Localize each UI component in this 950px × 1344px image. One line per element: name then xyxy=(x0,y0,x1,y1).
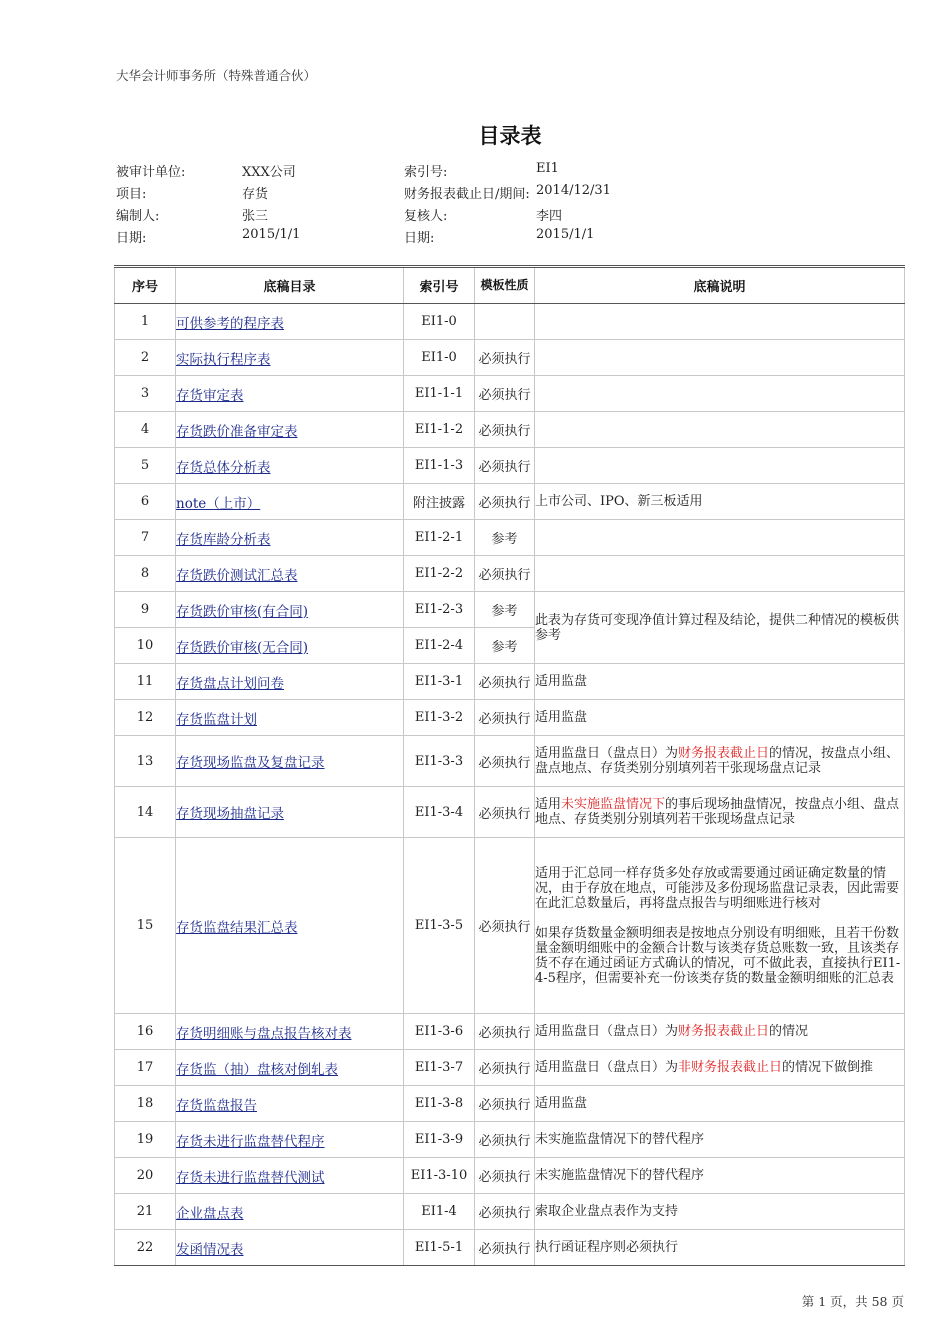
row-index: EI1-3-8 xyxy=(404,1086,475,1122)
meta-row-unit xyxy=(116,158,906,180)
row-desc: 执行函证程序则必须执行 xyxy=(535,1230,905,1266)
row-name xyxy=(176,556,404,592)
row-type: 必须执行 xyxy=(475,1230,535,1266)
row-type: 必须执行 xyxy=(475,1194,535,1230)
row-link[interactable]: note（上市） xyxy=(176,495,261,512)
row-desc: 未实施监盘情况下的替代程序 xyxy=(535,1122,905,1158)
table-row xyxy=(115,787,905,838)
audited-unit-label: 被审计单位: xyxy=(116,165,186,180)
table-row xyxy=(115,1194,905,1230)
row-no: 18 xyxy=(115,1086,176,1122)
preparer-label: 编制人: xyxy=(116,209,160,224)
row-no: 7 xyxy=(115,520,176,556)
firm-name: 大华会计师事务所（特殊普通合伙） xyxy=(116,68,317,83)
desc-text: 适用监盘日（盘点日）为 xyxy=(535,1060,679,1075)
desc-text: 的事后现场抽盘情况，按盘点小组、盘点地点、存货类别分别填列若干张现场盘点记录 xyxy=(535,797,900,827)
table-row xyxy=(115,376,905,412)
row-index: EI1-3-9 xyxy=(404,1122,475,1158)
row-index: EI1-0 xyxy=(404,340,475,376)
table-row xyxy=(115,1122,905,1158)
row-desc: 未实施监盘情况下的替代程序 xyxy=(535,1158,905,1194)
row-desc xyxy=(535,376,905,412)
row-desc xyxy=(535,787,905,838)
table-row xyxy=(115,412,905,448)
row-name xyxy=(176,376,404,412)
table-row xyxy=(115,736,905,787)
row-no: 9 xyxy=(115,592,176,628)
row-index: EI1-2-3 xyxy=(404,592,475,628)
row-link[interactable]: 存货库龄分析表 xyxy=(176,531,271,548)
row-link[interactable]: 存货总体分析表 xyxy=(176,459,271,476)
row-type: 参考 xyxy=(475,628,535,664)
row-name xyxy=(176,736,404,787)
row-name xyxy=(176,1230,404,1266)
row-desc: 此表为存货可变现净值计算过程及结论，提供二种情况的模板供参考 xyxy=(535,592,905,664)
table-row xyxy=(115,304,905,340)
desc-highlight: 非财务报表截止日 xyxy=(678,1060,783,1075)
row-no: 6 xyxy=(115,484,176,520)
reviewer-value: 李四 xyxy=(536,209,563,224)
row-name xyxy=(176,1014,404,1050)
audited-unit-value: XXX公司 xyxy=(242,165,296,180)
desc-text: 适用 xyxy=(535,797,562,812)
col-header-no: 序号 xyxy=(115,267,176,304)
row-index: EI1-3-1 xyxy=(404,664,475,700)
row-no: 14 xyxy=(115,787,176,838)
row-type: 必须执行 xyxy=(475,376,535,412)
table-row xyxy=(115,592,905,628)
item-value: 存货 xyxy=(242,187,269,202)
reviewer-label: 复核人: xyxy=(404,209,448,224)
meta-block xyxy=(116,158,906,246)
col-header-name: 底稿目录 xyxy=(176,267,404,304)
row-type: 必须执行 xyxy=(475,1122,535,1158)
row-no: 15 xyxy=(115,838,176,1014)
row-link[interactable]: 发函情况表 xyxy=(176,1241,244,1258)
row-name xyxy=(176,412,404,448)
row-index: EI1-3-6 xyxy=(404,1014,475,1050)
row-name xyxy=(176,700,404,736)
row-link[interactable]: 存货跌价审核(无合同) xyxy=(176,639,309,656)
row-index: EI1-4 xyxy=(404,1194,475,1230)
row-link[interactable]: 存货跌价审核(有合同) xyxy=(176,603,309,620)
row-name xyxy=(176,304,404,340)
row-type: 必须执行 xyxy=(475,664,535,700)
desc-paragraph: 适用于汇总同一样存货多处存放或需要通过函证确定数量的情况，由于存放在地点，可能涉及多份现场监盘记录表，因此需要在此汇总数量后，再将盘点报告与明细账进行核对 xyxy=(535,865,900,911)
row-type xyxy=(475,304,535,340)
row-name xyxy=(176,1050,404,1086)
row-no: 2 xyxy=(115,340,176,376)
row-link[interactable]: 存货未进行监盘替代测试 xyxy=(176,1169,325,1186)
preparer-value: 张三 xyxy=(242,209,269,224)
row-no: 1 xyxy=(115,304,176,340)
row-name xyxy=(176,1194,404,1230)
col-header-index: 索引号 xyxy=(404,267,475,304)
directory-table xyxy=(114,265,905,1266)
row-desc: 上市公司、IPO、新三板适用 xyxy=(535,484,905,520)
desc-text: 适用监盘日（盘点日）为 xyxy=(535,1024,679,1039)
table-row xyxy=(115,484,905,520)
meta-row-date xyxy=(116,224,906,246)
desc-highlight: 未实施监盘情况下 xyxy=(561,797,666,812)
row-link[interactable]: 存货现场监盘及复盘记录 xyxy=(176,755,325,771)
row-no: 20 xyxy=(115,1158,176,1194)
date-value: 2015/1/1 xyxy=(242,227,301,242)
row-type: 参考 xyxy=(475,592,535,628)
row-index: EI1-3-2 xyxy=(404,700,475,736)
row-desc: 适用监盘 xyxy=(535,664,905,700)
row-name xyxy=(176,838,404,1014)
row-type: 必须执行 xyxy=(475,448,535,484)
row-name xyxy=(176,1158,404,1194)
row-type: 必须执行 xyxy=(475,412,535,448)
row-link[interactable]: 企业盘点表 xyxy=(176,1205,244,1222)
row-desc xyxy=(535,448,905,484)
row-type: 必须执行 xyxy=(475,700,535,736)
row-link[interactable]: 存货监盘结果汇总表 xyxy=(176,919,298,936)
row-name xyxy=(176,787,404,838)
row-index: EI1-3-10 xyxy=(404,1158,475,1194)
table-row xyxy=(115,448,905,484)
col-header-desc: 底稿说明 xyxy=(535,267,905,304)
row-desc xyxy=(535,412,905,448)
row-name xyxy=(176,664,404,700)
row-type: 必须执行 xyxy=(475,1158,535,1194)
table-row xyxy=(115,556,905,592)
row-index: EI1-3-3 xyxy=(404,736,475,787)
row-name xyxy=(176,592,404,628)
row-index: EI1-0 xyxy=(404,304,475,340)
row-desc xyxy=(535,556,905,592)
row-index: EI1-3-4 xyxy=(404,787,475,838)
page-number: 第 1 页，共 58 页 xyxy=(801,1294,904,1309)
table-row xyxy=(115,520,905,556)
paragraph-gap xyxy=(535,911,904,926)
review-date-value: 2015/1/1 xyxy=(536,227,595,242)
desc-paragraph: 如果存货数量金额明细表是按地点分别设有明细账，且若干份数量金额明细账中的金额合计数与该类存货总账数一致，且该类存货不存在通过函证方式确认的情况，可不做此表，直接执行EI1-4-5程序，但需要补充一份该类存货的数量金额明细账的汇总表 xyxy=(535,925,901,986)
row-link[interactable]: 存货明细账与盘点报告核对表 xyxy=(176,1025,352,1042)
row-link[interactable]: 可供参考的程序表 xyxy=(176,315,284,332)
row-type: 必须执行 xyxy=(475,1014,535,1050)
row-index: EI1-1-1 xyxy=(404,376,475,412)
desc-highlight: 财务报表截止日 xyxy=(678,1024,770,1039)
row-type: 参考 xyxy=(475,520,535,556)
row-name xyxy=(176,1122,404,1158)
table-header-row xyxy=(115,267,905,304)
row-desc: 索取企业盘点表作为支持 xyxy=(535,1194,905,1230)
desc-highlight: 财务报表截止日 xyxy=(678,746,770,761)
index-value: EI1 xyxy=(536,161,559,176)
table-row xyxy=(115,1230,905,1266)
row-name xyxy=(176,340,404,376)
row-no: 3 xyxy=(115,376,176,412)
row-no: 8 xyxy=(115,556,176,592)
row-name xyxy=(176,628,404,664)
row-link[interactable]: 存货监盘计划 xyxy=(176,711,257,728)
row-index: EI1-1-2 xyxy=(404,412,475,448)
row-type: 必须执行 xyxy=(475,787,535,838)
row-no: 10 xyxy=(115,628,176,664)
table-row xyxy=(115,664,905,700)
table-row xyxy=(115,1086,905,1122)
table-row xyxy=(115,1014,905,1050)
period-label: 财务报表截止日/期间: xyxy=(404,187,530,202)
row-link[interactable]: 存货监盘报告 xyxy=(176,1097,257,1114)
row-link[interactable]: 存货盘点计划问卷 xyxy=(176,675,284,692)
col-header-template-type: 模板性质 xyxy=(475,267,535,304)
row-name xyxy=(176,448,404,484)
row-desc xyxy=(535,838,905,1014)
desc-text: 的情况 xyxy=(769,1024,809,1039)
row-type: 必须执行 xyxy=(475,340,535,376)
row-link[interactable]: 存货跌价测试汇总表 xyxy=(176,567,298,584)
row-index: EI1-1-3 xyxy=(404,448,475,484)
row-no: 17 xyxy=(115,1050,176,1086)
row-no: 22 xyxy=(115,1230,176,1266)
row-index: 附注披露 xyxy=(404,484,475,520)
row-type: 必须执行 xyxy=(475,838,535,1014)
row-no: 19 xyxy=(115,1122,176,1158)
row-link[interactable]: 存货监（抽）盘核对倒轧表 xyxy=(176,1061,338,1078)
row-link[interactable]: 存货跌价准备审定表 xyxy=(176,423,298,440)
row-index: EI1-2-4 xyxy=(404,628,475,664)
desc-text: 的情况下做倒推 xyxy=(782,1060,874,1075)
row-type: 必须执行 xyxy=(475,484,535,520)
meta-row-preparer xyxy=(116,202,906,224)
row-index: EI1-2-2 xyxy=(404,556,475,592)
row-desc xyxy=(535,520,905,556)
table-row xyxy=(115,1050,905,1086)
period-value: 2014/12/31 xyxy=(536,183,611,198)
row-no: 16 xyxy=(115,1014,176,1050)
row-link[interactable]: 实际执行程序表 xyxy=(176,351,271,368)
row-type: 必须执行 xyxy=(475,736,535,787)
row-link[interactable]: 存货审定表 xyxy=(176,387,244,404)
table-row xyxy=(115,838,905,1014)
row-no: 13 xyxy=(115,736,176,787)
row-desc: 适用监盘 xyxy=(535,700,905,736)
row-no: 12 xyxy=(115,700,176,736)
row-index: EI1-5-1 xyxy=(404,1230,475,1266)
row-no: 21 xyxy=(115,1194,176,1230)
page-title: 目录表 xyxy=(478,124,542,148)
row-name xyxy=(176,520,404,556)
row-type: 必须执行 xyxy=(475,1086,535,1122)
desc-text: 适用监盘日（盘点日）为 xyxy=(535,746,679,761)
row-no: 5 xyxy=(115,448,176,484)
row-name xyxy=(176,484,404,520)
row-desc xyxy=(535,304,905,340)
row-desc: 适用监盘 xyxy=(535,1086,905,1122)
meta-row-item xyxy=(116,180,906,202)
row-type: 必须执行 xyxy=(475,556,535,592)
index-label: 索引号: xyxy=(404,165,448,180)
row-desc xyxy=(535,340,905,376)
table-row xyxy=(115,340,905,376)
row-index: EI1-3-7 xyxy=(404,1050,475,1086)
row-index: EI1-2-1 xyxy=(404,520,475,556)
row-desc xyxy=(535,736,905,787)
row-link[interactable]: 存货现场抽盘记录 xyxy=(176,806,284,822)
date-label: 日期: xyxy=(116,231,147,246)
row-index: EI1-3-5 xyxy=(404,838,475,1014)
review-date-label: 日期: xyxy=(404,231,435,246)
row-link[interactable]: 存货未进行监盘替代程序 xyxy=(176,1133,325,1150)
row-desc xyxy=(535,1014,905,1050)
row-name xyxy=(176,1086,404,1122)
table-row xyxy=(115,700,905,736)
item-label: 项目: xyxy=(116,187,147,202)
desc-text: 的情况，按盘点小组、盘点地点、存货类别分别填列若干张现场盘点记录 xyxy=(535,746,900,776)
table-row xyxy=(115,1158,905,1194)
row-type: 必须执行 xyxy=(475,1050,535,1086)
row-desc xyxy=(535,1050,905,1086)
row-no: 4 xyxy=(115,412,176,448)
row-no: 11 xyxy=(115,664,176,700)
